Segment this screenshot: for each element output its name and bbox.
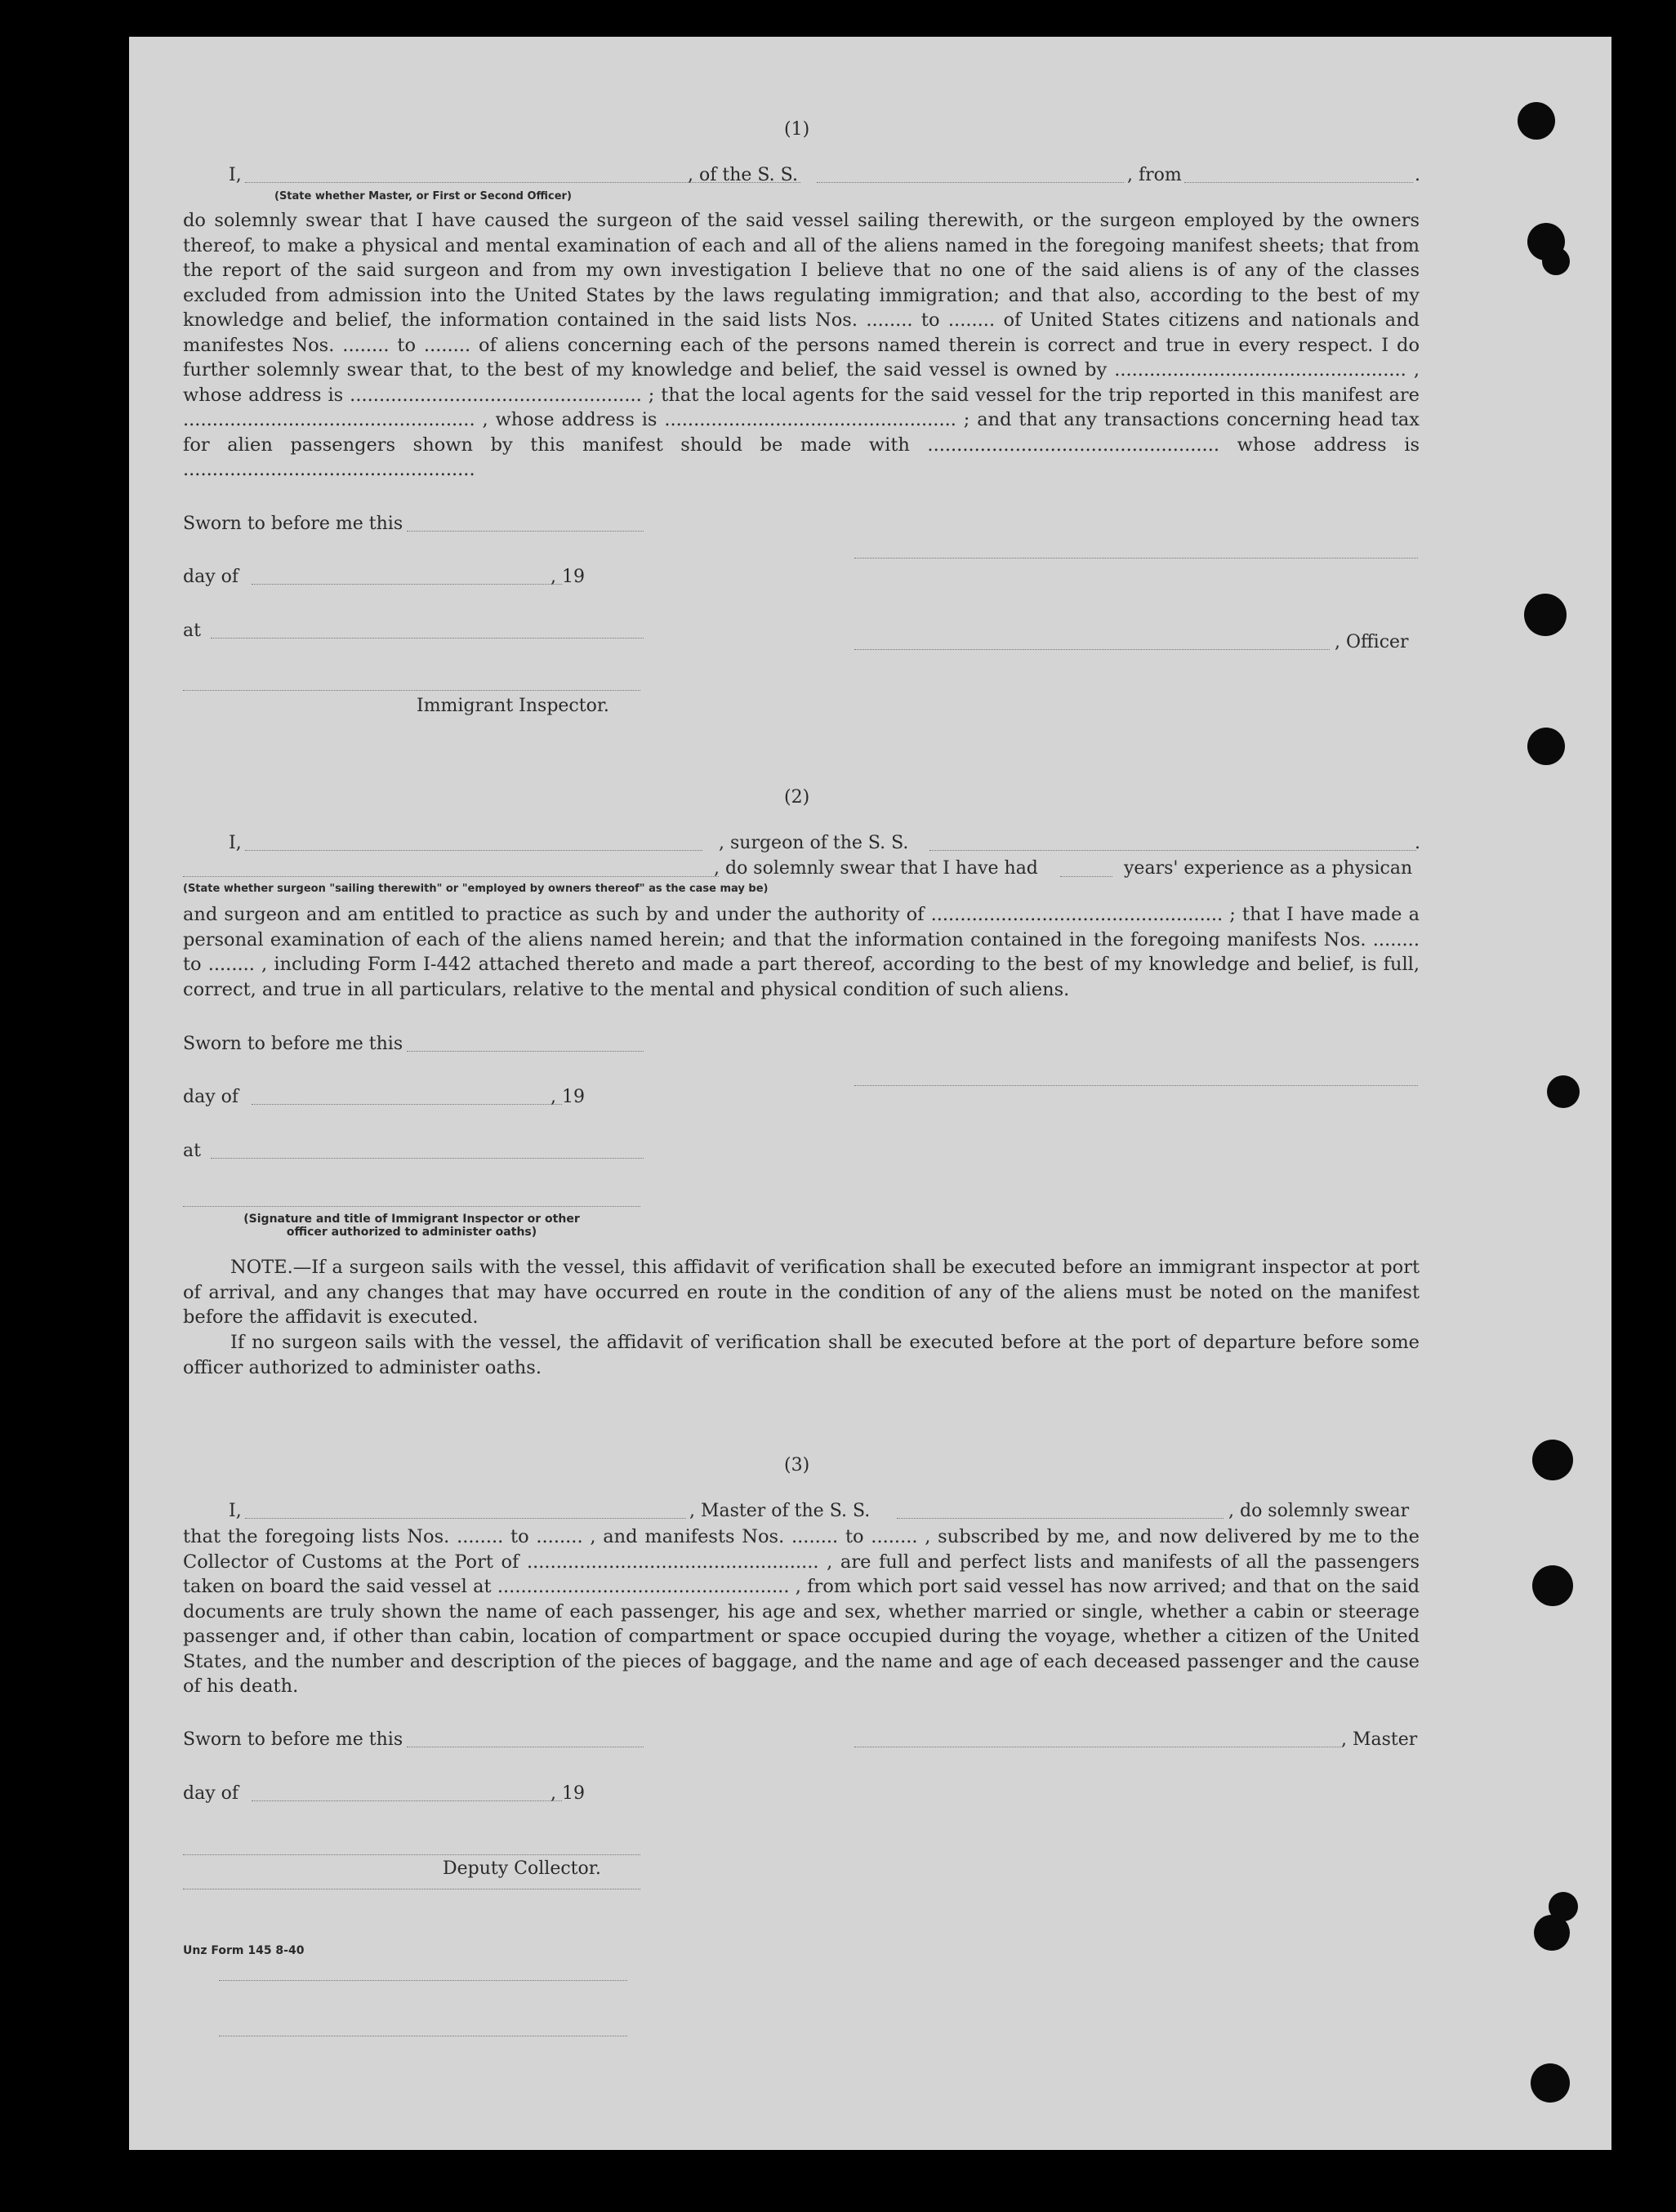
blank-line	[1060, 876, 1112, 877]
field-note: (State whether Master, or First or Second Officer)	[274, 190, 572, 203]
punch-hole	[1549, 1892, 1578, 1921]
officer-label: , Officer	[1335, 632, 1409, 652]
year-label: , 19	[550, 1087, 585, 1107]
section-number: (1)	[784, 119, 810, 140]
punch-hole	[1524, 594, 1567, 636]
vessel-label: , of the S. S.	[688, 165, 798, 185]
signature-note: (Signature and title of Immigrant Inspector or other	[243, 1213, 580, 1226]
oath-body: do solemnly swear that I have caused the surgeon of the said vessel sailing therewith, or the surgeon employed by the owners thereof, to make a physical and mental examination of each and all of the aliens named in the foregoing manifest sheets; that from the report of the said surgeon and from my own investigation I believe that no one of the said aliens is of any of the classes excluded from admission into the United States by the laws regulating immigration; and that also, according to the best of my knowledge and belief, the information contained in the said lists Nos. ........ to ........ of United States citizens and nationals and manifestes Nos. ........ to ........ of aliens concerning each of the persons named therein is correct and true in every respect. I do further solemnly swear that, to the best of my knowledge and belief, the said vessel is owned by .................................................. , whose address is .................................................. ; that the local agents for the said vessel for the trip reported in this manifest are .................................................. , whose address is .................................................. ; and that any transactions concerning head tax for alien passengers shown by this manifest should be made with .................................................. whose address is ..................................................	[183, 210, 1420, 480]
blank-line	[929, 850, 1416, 851]
period: .	[1415, 165, 1420, 185]
inspector-label: Immigrant Inspector.	[417, 696, 609, 716]
oath-label: I,	[229, 1501, 242, 1521]
field-note: (State whether surgeon "sailing therewith" or "employed by owners thereof" as the case may be)	[183, 883, 769, 895]
blank-line	[817, 182, 1124, 183]
punch-hole	[1532, 1440, 1573, 1480]
master-signature-label: , Master	[1341, 1729, 1418, 1750]
document-page	[129, 37, 1611, 2150]
period: .	[1415, 833, 1420, 853]
punch-hole	[1542, 247, 1570, 275]
blank-line	[252, 1800, 562, 1801]
section-number: (3)	[784, 1455, 810, 1475]
punch-hole	[1518, 102, 1555, 140]
punch-hole	[1527, 728, 1565, 765]
blank-line	[252, 584, 562, 585]
punch-hole	[1531, 2063, 1570, 2103]
day-of-label: day of	[183, 1783, 239, 1804]
sworn-label: Sworn to before me this	[183, 1729, 403, 1750]
day-of-label: day of	[183, 1087, 239, 1107]
signature-line	[183, 690, 640, 691]
surgeon-label: , surgeon of the S. S.	[719, 833, 909, 853]
year-label: , 19	[550, 1783, 585, 1804]
blank-line	[211, 1158, 644, 1159]
swear-text: , do solemnly swear that I have had	[714, 858, 1038, 879]
swear-text: , do solemnly swear	[1228, 1501, 1410, 1521]
blank-line	[219, 1980, 627, 1981]
signature-note: officer authorized to administer oaths)	[286, 1226, 537, 1239]
sworn-label: Sworn to before me this	[183, 514, 403, 534]
at-label: at	[183, 621, 201, 641]
signature-line	[854, 1085, 1418, 1086]
oath-body: and surgeon and am entitled to practice as such by and under the authority of .................................................. ; that I have made a personal examination of each of the aliens named herein; and that the information contained in the foregoing manifests Nos. ........ to ........ , including Form I-442 attached thereto and made a part thereof, according to the best of my knowledge and belief, is full, correct, and true in all particulars, relative to the mental and physical condition of such aliens.	[183, 904, 1420, 1000]
signature-line	[854, 649, 1330, 650]
oath-label: I,	[229, 165, 242, 185]
section-number: (2)	[784, 787, 810, 808]
punch-hole	[1532, 1565, 1573, 1606]
at-label: at	[183, 1141, 201, 1161]
signature-line	[854, 558, 1418, 559]
signature-line	[183, 1206, 640, 1207]
blank-line	[245, 1518, 686, 1519]
day-of-label: day of	[183, 567, 239, 587]
blank-line	[1184, 182, 1413, 183]
blank-line	[183, 1854, 640, 1855]
blank-line	[897, 1518, 1224, 1519]
oath-label: I,	[229, 833, 242, 853]
note-paragraph: NOTE.—If a surgeon sails with the vessel, this affidavit of verification shall be executed before an immigrant inspector at port of arrival, and any changes that may have occurred en route in the condition of any of the aliens must be noted on the manifest before the affidavit is executed.	[183, 1257, 1420, 1328]
blank-line	[407, 531, 644, 532]
sworn-label: Sworn to before me this	[183, 1034, 403, 1054]
oath-body: that the foregoing lists Nos. ........ to ........ , and manifests Nos. ........ to ........ , subscribed by me, and now delivered by me to the Collector of Customs at the Port of .................................................. , are full and perfect lists and manifests of all the passengers taken on board the said vessel at .................................................. , from which port said vessel has now arrived; and that on the said documents are truly shown the name of each passenger, his age and sex, whether married or single, whether a cabin or steerage passenger and, if other than cabin, location of compartment or space occupied during the voyage, whether a citizen of the United States, and the number and description of the pieces of baggage, and the name and age of each deceased passenger and the cause of his death.	[183, 1526, 1420, 1697]
year-label: , 19	[550, 567, 585, 587]
punch-hole	[1547, 1075, 1580, 1108]
deputy-collector-label: Deputy Collector.	[443, 1858, 601, 1879]
master-label: , Master of the S. S.	[689, 1501, 871, 1521]
from-label: , from	[1127, 165, 1182, 185]
years-text: years' experience as a physican	[1124, 858, 1413, 879]
form-number: Unz Form 145 8-40	[183, 1944, 305, 1957]
blank-line	[245, 850, 702, 851]
blank-line	[252, 1104, 562, 1105]
blank-line	[183, 876, 719, 877]
blank-line	[407, 1051, 644, 1052]
note-paragraph: If no surgeon sails with the vessel, the affidavit of verification shall be executed before at the port of departure before some officer authorized to administer oaths.	[183, 1332, 1420, 1378]
blank-line	[211, 638, 644, 639]
